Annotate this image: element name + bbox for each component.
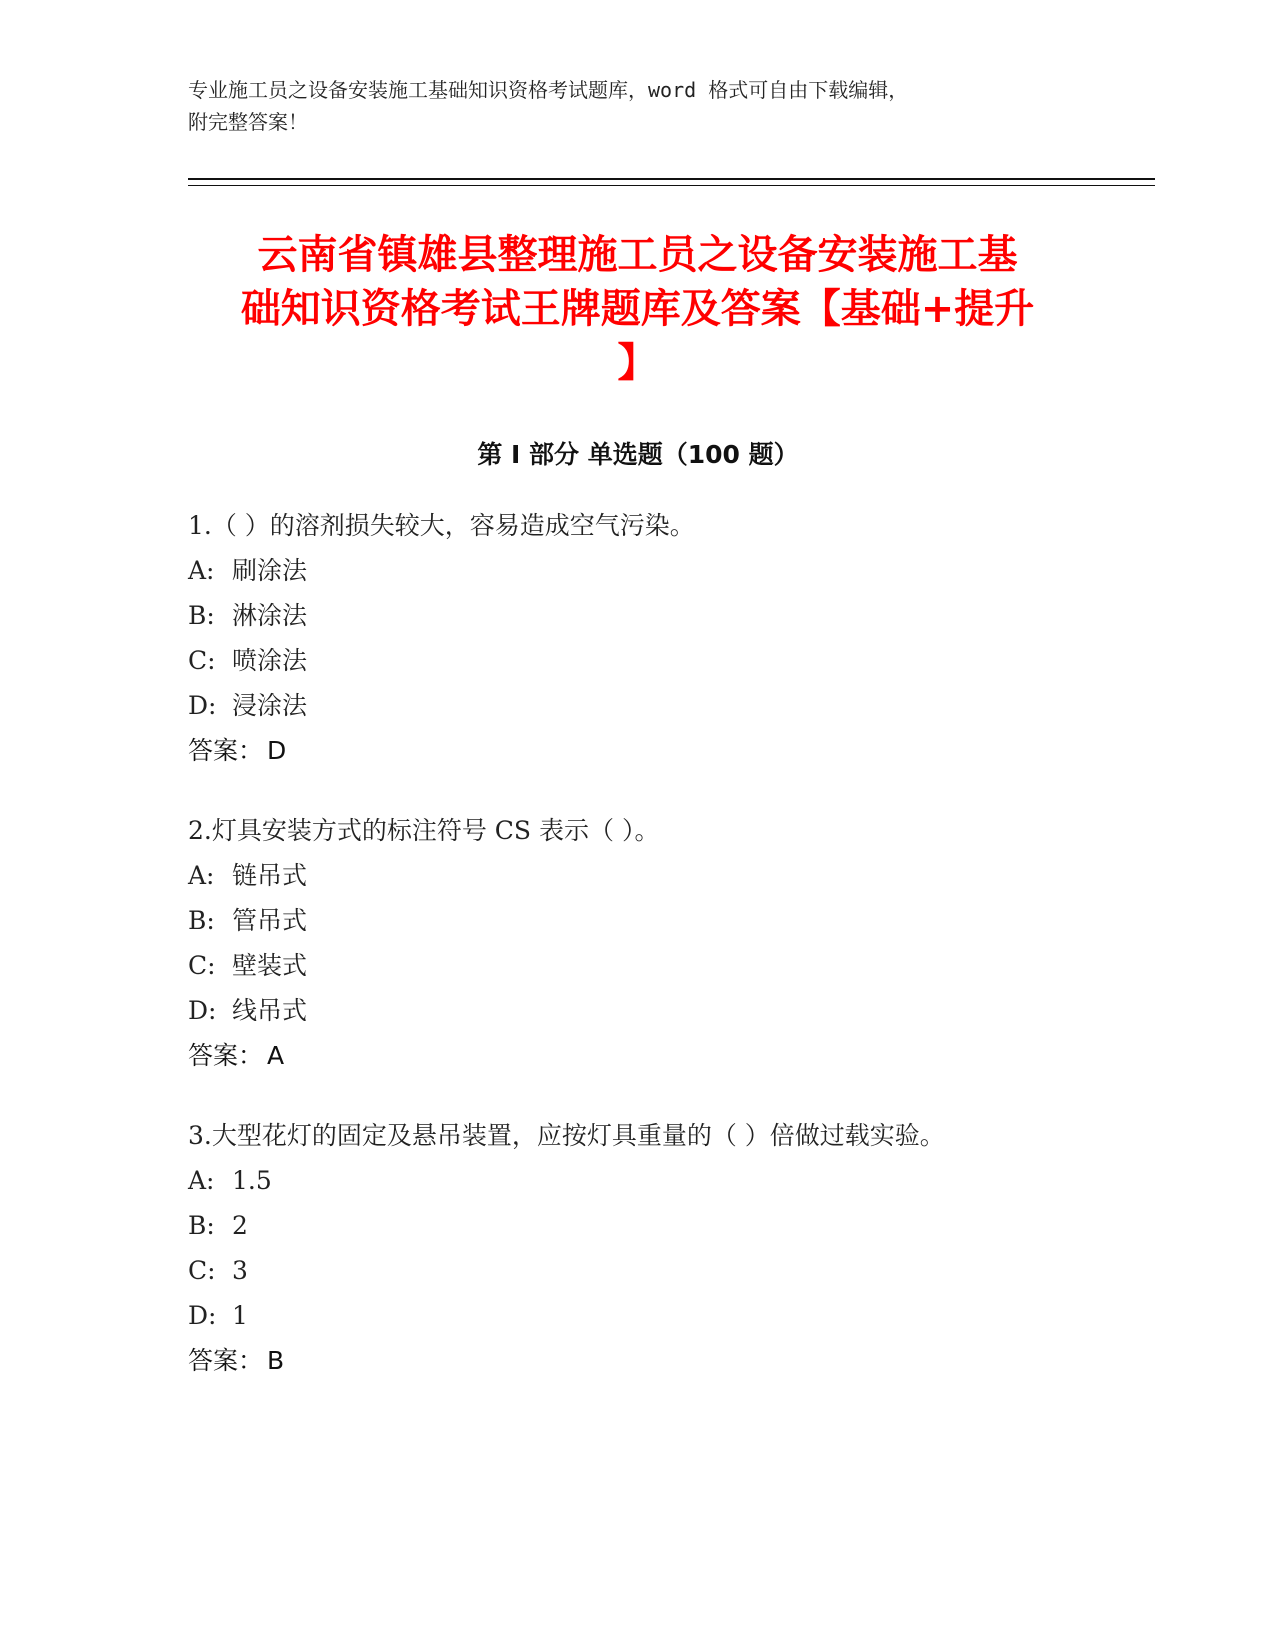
question-option-d bbox=[188, 988, 1148, 1033]
option-text: 刷涂法 bbox=[232, 556, 308, 585]
option-letter: A: bbox=[188, 556, 215, 585]
question-option-a bbox=[188, 853, 1148, 898]
question-option-d bbox=[188, 1293, 1148, 1338]
document-title bbox=[180, 228, 1095, 390]
option-letter: D: bbox=[188, 996, 217, 1025]
option-letter: B: bbox=[188, 601, 215, 630]
option-letter: C: bbox=[188, 951, 216, 980]
document-title-line-1: 云南省镇雄县整理施工员之设备安装施工基 bbox=[257, 232, 1018, 278]
document-title-line-2: 础知识资格考试王牌题库及答案【基础+提升 bbox=[240, 286, 1035, 332]
option-letter: C: bbox=[188, 1256, 216, 1285]
header-note-line-2: 附完整答案！ bbox=[188, 110, 308, 134]
option-text: 线吊式 bbox=[232, 996, 308, 1025]
answer-value: B bbox=[267, 1346, 285, 1375]
option-text: 壁装式 bbox=[232, 951, 308, 980]
option-letter: C: bbox=[188, 646, 216, 675]
answer-label: 答案： bbox=[188, 1346, 264, 1375]
question-option-b bbox=[188, 898, 1148, 943]
option-letter: B: bbox=[188, 1211, 215, 1240]
question-answer bbox=[188, 1338, 1148, 1383]
option-letter: A: bbox=[188, 861, 215, 890]
question-answer bbox=[188, 728, 1148, 773]
option-text: 管吊式 bbox=[232, 906, 308, 935]
option-letter: D: bbox=[188, 691, 217, 720]
question-option-a bbox=[188, 548, 1148, 593]
option-text: 2 bbox=[232, 1211, 248, 1240]
header-note-line-1: 专业施工员之设备安装施工基础知识资格考试题库，word 格式可自由下载编辑， bbox=[188, 78, 909, 102]
option-text: 淋涂法 bbox=[232, 601, 308, 630]
document-title-line-3: 】 bbox=[617, 340, 658, 386]
question-stem: 1.（ ）的溶剂损失较大，容易造成空气污染。 bbox=[188, 511, 695, 540]
option-text: 喷涂法 bbox=[232, 646, 308, 675]
question-3 bbox=[188, 1113, 1148, 1383]
question-option-a bbox=[188, 1158, 1148, 1203]
answer-value: A bbox=[267, 1041, 285, 1070]
header-rule-thick bbox=[188, 178, 1155, 180]
option-text: 1 bbox=[232, 1301, 248, 1330]
section-title: 第 I 部分 单选题（100 题） bbox=[477, 440, 799, 469]
question-option-d bbox=[188, 683, 1148, 728]
header-rule-thin bbox=[188, 185, 1155, 186]
question-answer bbox=[188, 1033, 1148, 1078]
question-option-b bbox=[188, 593, 1148, 638]
option-text: 1.5 bbox=[232, 1166, 272, 1195]
option-text: 浸涂法 bbox=[232, 691, 308, 720]
question-option-b bbox=[188, 1203, 1148, 1248]
answer-label: 答案： bbox=[188, 736, 264, 765]
header-note bbox=[188, 74, 1088, 138]
question-option-c bbox=[188, 943, 1148, 988]
question-option-c bbox=[188, 1248, 1148, 1293]
option-letter: D: bbox=[188, 1301, 217, 1330]
option-letter: A: bbox=[188, 1166, 215, 1195]
answer-label: 答案： bbox=[188, 1041, 264, 1070]
answer-value: D bbox=[267, 736, 287, 765]
question-stem: 2.灯具安装方式的标注符号 CS 表示（ ）。 bbox=[188, 816, 660, 845]
option-letter: B: bbox=[188, 906, 215, 935]
question-2 bbox=[188, 808, 1148, 1078]
question-stem: 3.大型花灯的固定及悬吊装置，应按灯具重量的（ ）倍做过载实验。 bbox=[188, 1121, 945, 1150]
question-1 bbox=[188, 503, 1148, 773]
option-text: 3 bbox=[232, 1256, 248, 1285]
option-text: 链吊式 bbox=[232, 861, 308, 890]
question-option-c bbox=[188, 638, 1148, 683]
